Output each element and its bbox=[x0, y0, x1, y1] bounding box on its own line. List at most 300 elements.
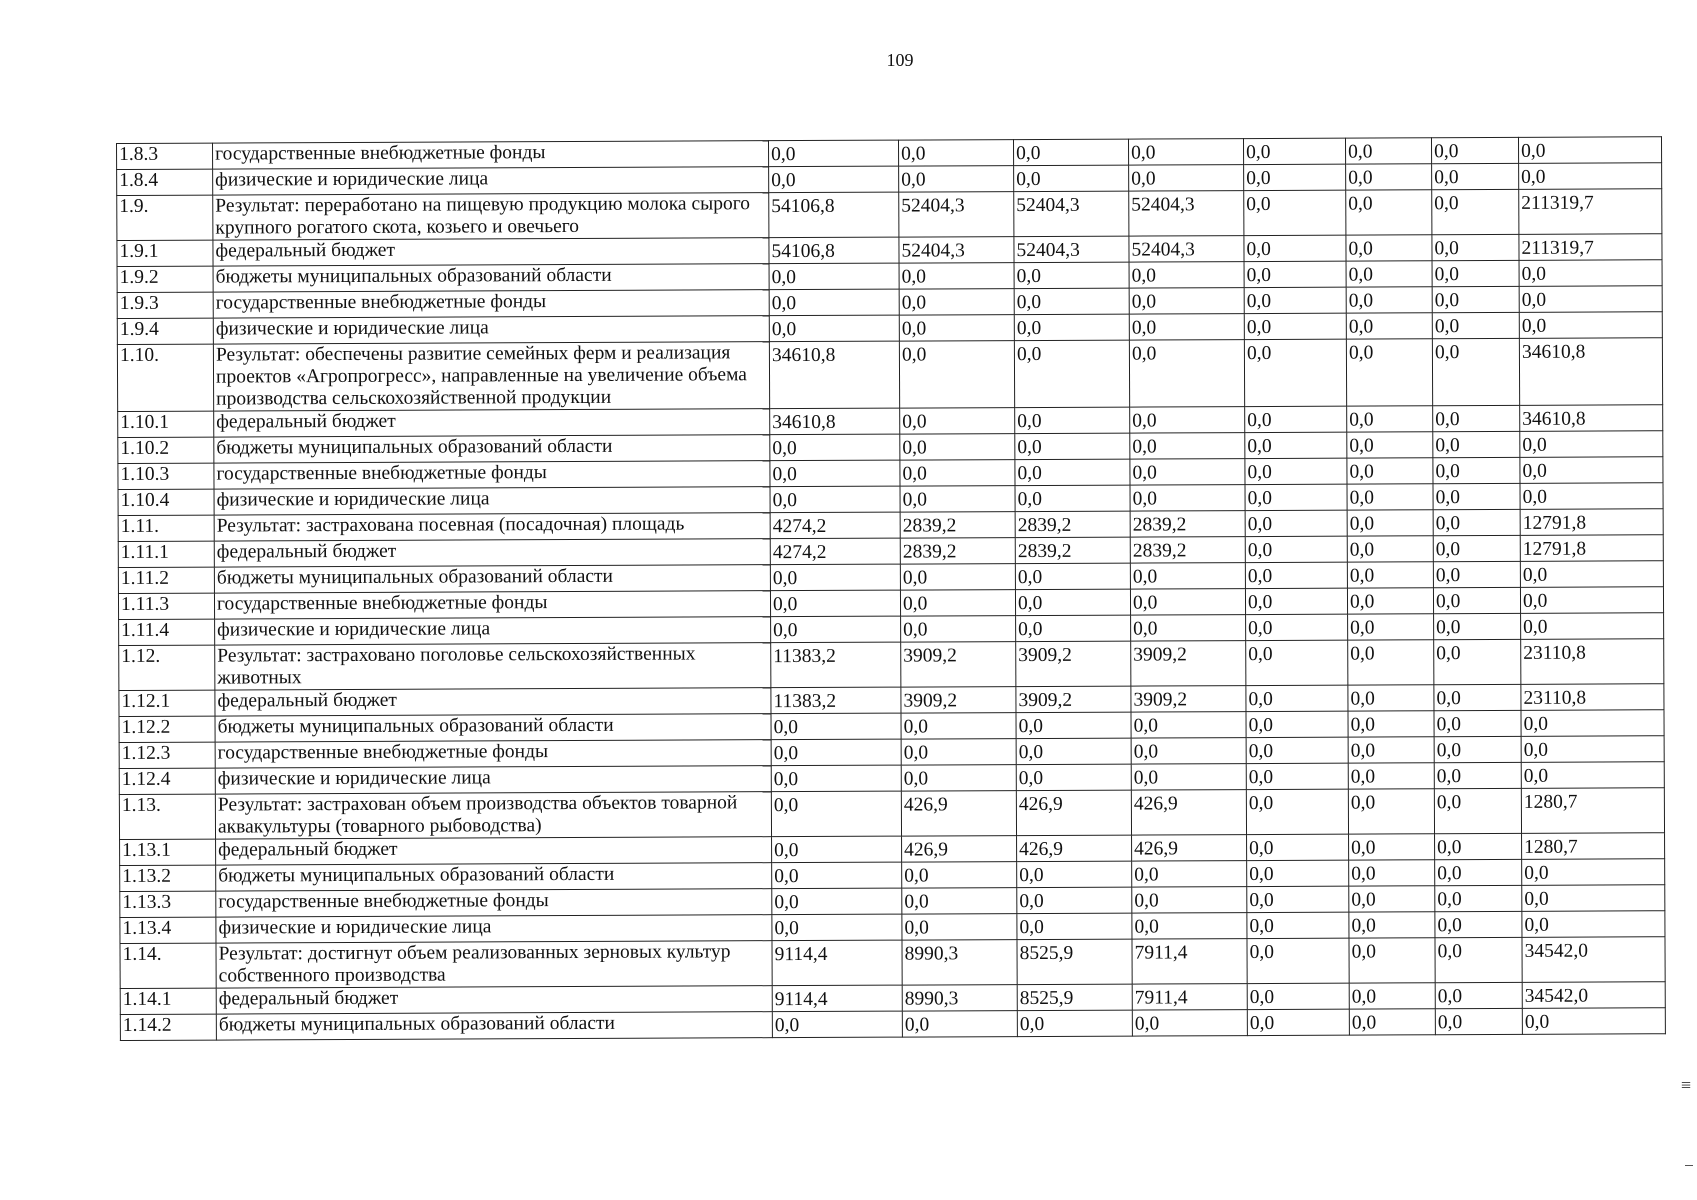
value-cell: 3909,2 bbox=[1016, 686, 1131, 713]
value-cell: 0,0 bbox=[1435, 833, 1522, 859]
value-cell: 0,0 bbox=[1434, 613, 1521, 639]
value-cell: 0,0 bbox=[769, 166, 899, 193]
row-label: Результат: переработано на пищевую продукцию молока сырого крупного рогатого скота, козьего и овечьего bbox=[213, 193, 769, 240]
value-cell: 426,9 bbox=[1017, 835, 1132, 862]
value-cell: 0,0 bbox=[900, 408, 1015, 435]
value-cell: 0,0 bbox=[771, 791, 901, 837]
value-cell: 0,0 bbox=[1016, 738, 1131, 765]
value-cell: 0,0 bbox=[1132, 913, 1247, 940]
value-cell: 2839,2 bbox=[1015, 537, 1130, 564]
value-cell: 0,0 bbox=[1520, 431, 1663, 458]
value-cell: 8525,9 bbox=[1017, 984, 1132, 1011]
value-cell: 0,0 bbox=[1246, 640, 1348, 685]
value-cell: 0,0 bbox=[1247, 886, 1349, 912]
value-cell: 0,0 bbox=[1349, 834, 1435, 860]
row-code: 1.10.2 bbox=[118, 437, 214, 463]
value-cell: 0,0 bbox=[1347, 588, 1433, 614]
value-cell: 11383,2 bbox=[771, 687, 901, 714]
table-row bbox=[120, 937, 1665, 989]
row-code: 1.13.4 bbox=[120, 917, 216, 943]
value-cell: 0,0 bbox=[900, 434, 1015, 461]
table-row bbox=[120, 1008, 1665, 1041]
value-cell: 0,0 bbox=[1244, 313, 1346, 339]
value-cell: 0,0 bbox=[1519, 312, 1662, 339]
value-cell: 0,0 bbox=[1435, 937, 1522, 982]
value-cell: 0,0 bbox=[1434, 684, 1521, 710]
value-cell: 0,0 bbox=[1432, 260, 1519, 286]
value-cell: 0,0 bbox=[1347, 562, 1433, 588]
table-row bbox=[119, 639, 1664, 691]
value-cell: 0,0 bbox=[1129, 165, 1244, 192]
value-cell: 0,0 bbox=[1433, 483, 1520, 509]
value-cell: 34610,8 bbox=[1519, 338, 1662, 406]
value-cell: 0,0 bbox=[901, 739, 1016, 766]
value-cell: 0,0 bbox=[1014, 165, 1129, 192]
value-cell: 34542,0 bbox=[1522, 937, 1665, 983]
value-cell: 2839,2 bbox=[1130, 537, 1245, 564]
value-cell: 0,0 bbox=[1246, 685, 1348, 711]
value-cell: 0,0 bbox=[1347, 406, 1433, 432]
row-label: бюджеты муниципальных образований области bbox=[213, 264, 769, 292]
value-cell: 0,0 bbox=[1247, 1009, 1349, 1035]
value-cell: 0,0 bbox=[1432, 338, 1519, 405]
value-cell: 0,0 bbox=[1017, 861, 1132, 888]
value-cell: 2839,2 bbox=[1015, 511, 1130, 538]
value-cell: 0,0 bbox=[1345, 138, 1431, 164]
row-label: бюджеты муниципальных образований области bbox=[216, 863, 772, 891]
value-cell: 0,0 bbox=[899, 289, 1014, 316]
value-cell: 0,0 bbox=[772, 862, 902, 889]
value-cell: 0,0 bbox=[1520, 483, 1663, 510]
row-code: 1.12.2 bbox=[119, 716, 215, 742]
budget-table bbox=[116, 136, 1666, 1041]
value-cell: 211319,7 bbox=[1519, 234, 1662, 261]
table-body bbox=[117, 137, 1666, 1041]
row-label: Результат: застрахован объем производства объектов товарной аквакультуры (товарного рыбоводства) bbox=[215, 792, 771, 839]
value-cell: 0,0 bbox=[1245, 458, 1347, 484]
value-cell: 0,0 bbox=[770, 590, 900, 617]
value-cell: 0,0 bbox=[1431, 137, 1518, 163]
edge-mark: ≡ bbox=[1680, 1075, 1691, 1095]
value-cell: 0,0 bbox=[770, 564, 900, 591]
value-cell: 0,0 bbox=[1433, 561, 1520, 587]
row-label: Результат: обеспечены развитие семейных ферм и реализация проектов «Агропрогресс», направленные на увеличение объема производства сельскохозяйственной продукции bbox=[213, 342, 769, 411]
row-code: 1.14. bbox=[120, 943, 216, 988]
value-cell: 34610,8 bbox=[769, 341, 899, 409]
value-cell: 0,0 bbox=[1247, 983, 1349, 1009]
row-code: 1.14.1 bbox=[120, 988, 216, 1014]
value-cell: 0,0 bbox=[1247, 912, 1349, 938]
value-cell: 426,9 bbox=[1016, 790, 1131, 836]
value-cell: 52404,3 bbox=[899, 192, 1014, 238]
row-code: 1.12.3 bbox=[119, 742, 215, 768]
value-cell: 0,0 bbox=[1348, 614, 1434, 640]
value-cell: 0,0 bbox=[1129, 262, 1244, 289]
value-cell: 0,0 bbox=[1131, 712, 1246, 739]
value-cell: 7911,4 bbox=[1132, 939, 1247, 985]
value-cell: 9114,4 bbox=[772, 985, 902, 1012]
value-cell: 0,0 bbox=[1245, 510, 1347, 536]
value-cell: 0,0 bbox=[901, 616, 1016, 643]
value-cell: 0,0 bbox=[1432, 163, 1519, 189]
value-cell: 0,0 bbox=[1245, 484, 1347, 510]
row-code: 1.10.1 bbox=[118, 411, 214, 437]
table-row bbox=[119, 788, 1664, 840]
value-cell: 0,0 bbox=[1433, 431, 1520, 457]
row-code: 1.9.3 bbox=[117, 292, 213, 318]
value-cell: 0,0 bbox=[771, 713, 901, 740]
value-cell: 0,0 bbox=[772, 888, 902, 915]
value-cell: 0,0 bbox=[1246, 789, 1348, 834]
row-label: государственные внебюджетные фонды bbox=[215, 740, 771, 768]
value-cell: 0,0 bbox=[772, 1011, 902, 1038]
row-label: физические и юридические лица bbox=[215, 766, 771, 794]
value-cell: 0,0 bbox=[1520, 457, 1663, 484]
value-cell: 0,0 bbox=[1435, 1008, 1522, 1034]
row-code: 1.13.1 bbox=[120, 839, 216, 865]
value-cell: 1280,7 bbox=[1522, 833, 1665, 860]
value-cell: 0,0 bbox=[1245, 536, 1347, 562]
value-cell: 426,9 bbox=[1131, 790, 1246, 836]
value-cell: 34542,0 bbox=[1522, 982, 1665, 1009]
value-cell: 12791,8 bbox=[1520, 535, 1663, 562]
row-code: 1.12. bbox=[119, 645, 215, 690]
value-cell: 0,0 bbox=[1246, 737, 1348, 763]
row-label: бюджеты муниципальных образований области bbox=[215, 714, 771, 742]
value-cell: 0,0 bbox=[1521, 710, 1664, 737]
value-cell: 23110,8 bbox=[1521, 684, 1664, 711]
value-cell: 0,0 bbox=[770, 434, 900, 461]
value-cell: 0,0 bbox=[1246, 711, 1348, 737]
row-label: государственные внебюджетные фонды bbox=[213, 290, 769, 318]
value-cell: 12791,8 bbox=[1520, 509, 1663, 536]
value-cell: 0,0 bbox=[1521, 736, 1664, 763]
row-code: 1.9. bbox=[117, 195, 213, 240]
value-cell: 0,0 bbox=[1244, 190, 1346, 235]
value-cell: 0,0 bbox=[1434, 762, 1521, 788]
value-cell: 0,0 bbox=[1348, 763, 1434, 789]
value-cell: 0,0 bbox=[1130, 589, 1245, 616]
value-cell: 0,0 bbox=[1247, 860, 1349, 886]
row-code: 1.11. bbox=[118, 515, 214, 541]
value-cell: 0,0 bbox=[1347, 484, 1433, 510]
value-cell: 0,0 bbox=[1433, 405, 1520, 431]
row-label: федеральный бюджет bbox=[214, 539, 770, 567]
value-cell: 0,0 bbox=[1129, 288, 1244, 315]
value-cell: 0,0 bbox=[769, 289, 899, 316]
value-cell: 211319,7 bbox=[1519, 189, 1662, 235]
value-cell: 0,0 bbox=[1131, 615, 1246, 642]
row-label: бюджеты муниципальных образований области bbox=[214, 565, 770, 593]
table-wrapper bbox=[116, 136, 1666, 1041]
value-cell: 9114,4 bbox=[772, 940, 902, 986]
value-cell: 0,0 bbox=[1346, 339, 1432, 406]
value-cell: 0,0 bbox=[1017, 887, 1132, 914]
row-label: государственные внебюджетные фонды bbox=[213, 141, 769, 169]
value-cell: 0,0 bbox=[1349, 1009, 1435, 1035]
value-cell: 0,0 bbox=[1017, 913, 1132, 940]
value-cell: 0,0 bbox=[900, 590, 1015, 617]
value-cell: 0,0 bbox=[1014, 262, 1129, 289]
row-code: 1.8.4 bbox=[117, 169, 213, 195]
value-cell: 52404,3 bbox=[1014, 236, 1129, 263]
value-cell: 54106,8 bbox=[769, 192, 899, 238]
value-cell: 0,0 bbox=[1130, 459, 1245, 486]
value-cell: 0,0 bbox=[1522, 885, 1665, 912]
row-label: Результат: достигнут объем реализованных зерновых культур собственного производства bbox=[216, 941, 772, 988]
value-cell: 0,0 bbox=[1131, 738, 1246, 765]
row-code: 1.10.4 bbox=[118, 489, 214, 515]
value-cell: 0,0 bbox=[1521, 613, 1664, 640]
value-cell: 52404,3 bbox=[1129, 236, 1244, 263]
value-cell: 0,0 bbox=[1434, 736, 1521, 762]
value-cell: 0,0 bbox=[1346, 287, 1432, 313]
row-code: 1.10.3 bbox=[118, 463, 214, 489]
value-cell: 52404,3 bbox=[1014, 191, 1129, 237]
value-cell: 0,0 bbox=[769, 315, 899, 342]
value-cell: 0,0 bbox=[1132, 861, 1247, 888]
value-cell: 0,0 bbox=[768, 140, 898, 167]
value-cell: 0,0 bbox=[1522, 1008, 1665, 1035]
value-cell: 0,0 bbox=[1435, 859, 1522, 885]
value-cell: 0,0 bbox=[1349, 912, 1435, 938]
value-cell: 0,0 bbox=[1520, 561, 1663, 588]
row-label: физические и юридические лица bbox=[215, 617, 771, 645]
value-cell: 3909,2 bbox=[901, 642, 1016, 688]
value-cell: 0,0 bbox=[1244, 287, 1346, 313]
value-cell: 0,0 bbox=[1016, 764, 1131, 791]
row-label: федеральный бюджет bbox=[214, 409, 770, 437]
value-cell: 0,0 bbox=[902, 914, 1017, 941]
value-cell: 0,0 bbox=[1015, 485, 1130, 512]
value-cell: 3909,2 bbox=[1131, 686, 1246, 713]
value-cell: 0,0 bbox=[899, 263, 1014, 290]
row-label: Результат: застрахована посевная (посадочная) площадь bbox=[214, 513, 770, 541]
row-label: физические и юридические лица bbox=[216, 915, 772, 943]
value-cell: 0,0 bbox=[1247, 834, 1349, 860]
value-cell: 426,9 bbox=[1132, 835, 1247, 862]
row-code: 1.13. bbox=[119, 794, 215, 839]
value-cell: 0,0 bbox=[771, 616, 901, 643]
value-cell: 0,0 bbox=[1128, 139, 1243, 166]
value-cell: 0,0 bbox=[1435, 885, 1522, 911]
value-cell: 0,0 bbox=[1129, 340, 1244, 408]
value-cell: 0,0 bbox=[1129, 314, 1244, 341]
value-cell: 0,0 bbox=[1130, 407, 1245, 434]
value-cell: 0,0 bbox=[1132, 887, 1247, 914]
value-cell: 0,0 bbox=[1243, 138, 1345, 164]
value-cell: 0,0 bbox=[1348, 685, 1434, 711]
value-cell: 2839,2 bbox=[1130, 511, 1245, 538]
value-cell: 52404,3 bbox=[1129, 191, 1244, 237]
row-label: бюджеты муниципальных образований области bbox=[216, 1012, 772, 1040]
value-cell: 0,0 bbox=[1349, 860, 1435, 886]
value-cell: 0,0 bbox=[1130, 485, 1245, 512]
value-cell: 0,0 bbox=[1348, 640, 1434, 685]
value-cell: 0,0 bbox=[1349, 938, 1435, 983]
value-cell: 0,0 bbox=[1349, 886, 1435, 912]
value-cell: 0,0 bbox=[1015, 433, 1130, 460]
value-cell: 0,0 bbox=[1347, 536, 1433, 562]
value-cell: 0,0 bbox=[1015, 563, 1130, 590]
value-cell: 0,0 bbox=[901, 713, 1016, 740]
value-cell: 0,0 bbox=[902, 862, 1017, 889]
value-cell: 0,0 bbox=[1521, 762, 1664, 789]
value-cell: 0,0 bbox=[900, 460, 1015, 487]
value-cell: 0,0 bbox=[1432, 286, 1519, 312]
value-cell: 0,0 bbox=[1130, 433, 1245, 460]
value-cell: 0,0 bbox=[1434, 788, 1521, 833]
value-cell: 0,0 bbox=[1245, 588, 1347, 614]
row-code: 1.13.3 bbox=[120, 891, 216, 917]
row-label: бюджеты муниципальных образований области bbox=[214, 435, 770, 463]
row-label: Результат: застраховано поголовье сельскохозяйственных животных bbox=[215, 643, 771, 690]
value-cell: 23110,8 bbox=[1521, 639, 1664, 685]
value-cell: 0,0 bbox=[1347, 432, 1433, 458]
value-cell: 0,0 bbox=[770, 486, 900, 513]
value-cell: 0,0 bbox=[1346, 313, 1432, 339]
value-cell: 0,0 bbox=[1519, 260, 1662, 287]
value-cell: 0,0 bbox=[1015, 589, 1130, 616]
row-code: 1.14.2 bbox=[120, 1014, 216, 1040]
value-cell: 4274,2 bbox=[770, 512, 900, 539]
value-cell: 52404,3 bbox=[899, 237, 1014, 264]
value-cell: 0,0 bbox=[1433, 509, 1520, 535]
value-cell: 0,0 bbox=[772, 836, 902, 863]
row-label: физические и юридические лица bbox=[213, 316, 769, 344]
row-code: 1.11.3 bbox=[118, 593, 214, 619]
value-cell: 0,0 bbox=[1347, 458, 1433, 484]
row-code: 1.11.1 bbox=[118, 541, 214, 567]
row-code: 1.9.2 bbox=[117, 266, 213, 292]
value-cell: 0,0 bbox=[900, 486, 1015, 513]
value-cell: 0,0 bbox=[1433, 587, 1520, 613]
value-cell: 0,0 bbox=[899, 341, 1014, 409]
row-code: 1.8.3 bbox=[117, 143, 213, 169]
value-cell: 0,0 bbox=[1346, 164, 1432, 190]
value-cell: 8525,9 bbox=[1017, 939, 1132, 985]
row-code: 1.10. bbox=[117, 344, 213, 411]
row-code: 1.11.2 bbox=[118, 567, 214, 593]
value-cell: 0,0 bbox=[1346, 235, 1432, 261]
value-cell: 0,0 bbox=[1244, 261, 1346, 287]
value-cell: 0,0 bbox=[1519, 286, 1662, 313]
value-cell: 0,0 bbox=[1435, 982, 1522, 1008]
value-cell: 0,0 bbox=[1434, 710, 1521, 736]
edge-dash bbox=[1685, 1165, 1693, 1166]
value-cell: 0,0 bbox=[1013, 139, 1128, 166]
value-cell: 0,0 bbox=[1346, 190, 1432, 235]
value-cell: 0,0 bbox=[1348, 789, 1434, 834]
value-cell: 2839,2 bbox=[900, 538, 1015, 565]
row-label: физические и юридические лица bbox=[213, 167, 769, 195]
value-cell: 426,9 bbox=[902, 836, 1017, 863]
value-cell: 0,0 bbox=[1131, 764, 1246, 791]
value-cell: 0,0 bbox=[1245, 406, 1347, 432]
value-cell: 0,0 bbox=[899, 315, 1014, 342]
value-cell: 0,0 bbox=[1244, 235, 1346, 261]
value-cell: 0,0 bbox=[1348, 711, 1434, 737]
value-cell: 2839,2 bbox=[900, 512, 1015, 539]
table-row bbox=[117, 189, 1662, 241]
value-cell: 54106,8 bbox=[769, 237, 899, 264]
value-cell: 0,0 bbox=[1435, 911, 1522, 937]
row-label: государственные внебюджетные фонды bbox=[214, 461, 770, 489]
row-code: 1.11.4 bbox=[119, 619, 215, 645]
value-cell: 0,0 bbox=[899, 166, 1014, 193]
value-cell: 0,0 bbox=[1522, 911, 1665, 938]
value-cell: 0,0 bbox=[1520, 587, 1663, 614]
value-cell: 8990,3 bbox=[902, 940, 1017, 986]
value-cell: 0,0 bbox=[771, 765, 901, 792]
value-cell: 0,0 bbox=[1014, 314, 1129, 341]
value-cell: 0,0 bbox=[1130, 563, 1245, 590]
value-cell: 3909,2 bbox=[901, 687, 1016, 714]
value-cell: 0,0 bbox=[769, 263, 899, 290]
table-row bbox=[117, 338, 1662, 412]
row-label: федеральный бюджет bbox=[216, 986, 772, 1014]
value-cell: 0,0 bbox=[1014, 340, 1129, 408]
row-label: федеральный бюджет bbox=[213, 238, 769, 266]
value-cell: 1280,7 bbox=[1521, 788, 1664, 834]
page-number: 109 bbox=[886, 50, 914, 70]
value-cell: 426,9 bbox=[901, 791, 1016, 837]
value-cell: 0,0 bbox=[1434, 639, 1521, 684]
value-cell: 34610,8 bbox=[770, 408, 900, 435]
value-cell: 3909,2 bbox=[1016, 641, 1131, 687]
value-cell: 0,0 bbox=[900, 564, 1015, 591]
row-label: федеральный бюджет bbox=[215, 688, 771, 716]
row-code: 1.9.4 bbox=[117, 318, 213, 344]
value-cell: 0,0 bbox=[1346, 261, 1432, 287]
value-cell: 0,0 bbox=[1014, 288, 1129, 315]
value-cell: 0,0 bbox=[902, 888, 1017, 915]
value-cell: 0,0 bbox=[1015, 407, 1130, 434]
value-cell: 0,0 bbox=[1244, 164, 1346, 190]
value-cell: 7911,4 bbox=[1132, 984, 1247, 1011]
value-cell: 0,0 bbox=[772, 914, 902, 941]
value-cell: 3909,2 bbox=[1131, 641, 1246, 687]
value-cell: 0,0 bbox=[1245, 432, 1347, 458]
row-label: федеральный бюджет bbox=[216, 837, 772, 865]
value-cell: 0,0 bbox=[1246, 614, 1348, 640]
value-cell: 0,0 bbox=[1015, 459, 1130, 486]
value-cell: 0,0 bbox=[1247, 938, 1349, 983]
value-cell: 0,0 bbox=[1016, 712, 1131, 739]
value-cell: 0,0 bbox=[1432, 189, 1519, 234]
value-cell: 0,0 bbox=[1432, 312, 1519, 338]
value-cell: 0,0 bbox=[770, 460, 900, 487]
value-cell: 0,0 bbox=[1246, 763, 1348, 789]
value-cell: 0,0 bbox=[1522, 859, 1665, 886]
value-cell: 11383,2 bbox=[771, 642, 901, 688]
value-cell: 0,0 bbox=[771, 739, 901, 766]
value-cell: 0,0 bbox=[1433, 535, 1520, 561]
row-label: государственные внебюджетные фонды bbox=[214, 591, 770, 619]
value-cell: 0,0 bbox=[1433, 457, 1520, 483]
value-cell: 0,0 bbox=[1245, 562, 1347, 588]
value-cell: 34610,8 bbox=[1520, 405, 1663, 432]
value-cell: 0,0 bbox=[901, 765, 1016, 792]
value-cell: 0,0 bbox=[1132, 1010, 1247, 1037]
value-cell: 0,0 bbox=[1432, 234, 1519, 260]
row-code: 1.13.2 bbox=[120, 865, 216, 891]
row-code: 1.12.4 bbox=[119, 768, 215, 794]
row-code: 1.9.1 bbox=[117, 240, 213, 266]
value-cell: 0,0 bbox=[898, 140, 1013, 167]
value-cell: 0,0 bbox=[1016, 615, 1131, 642]
value-cell: 8990,3 bbox=[902, 985, 1017, 1012]
